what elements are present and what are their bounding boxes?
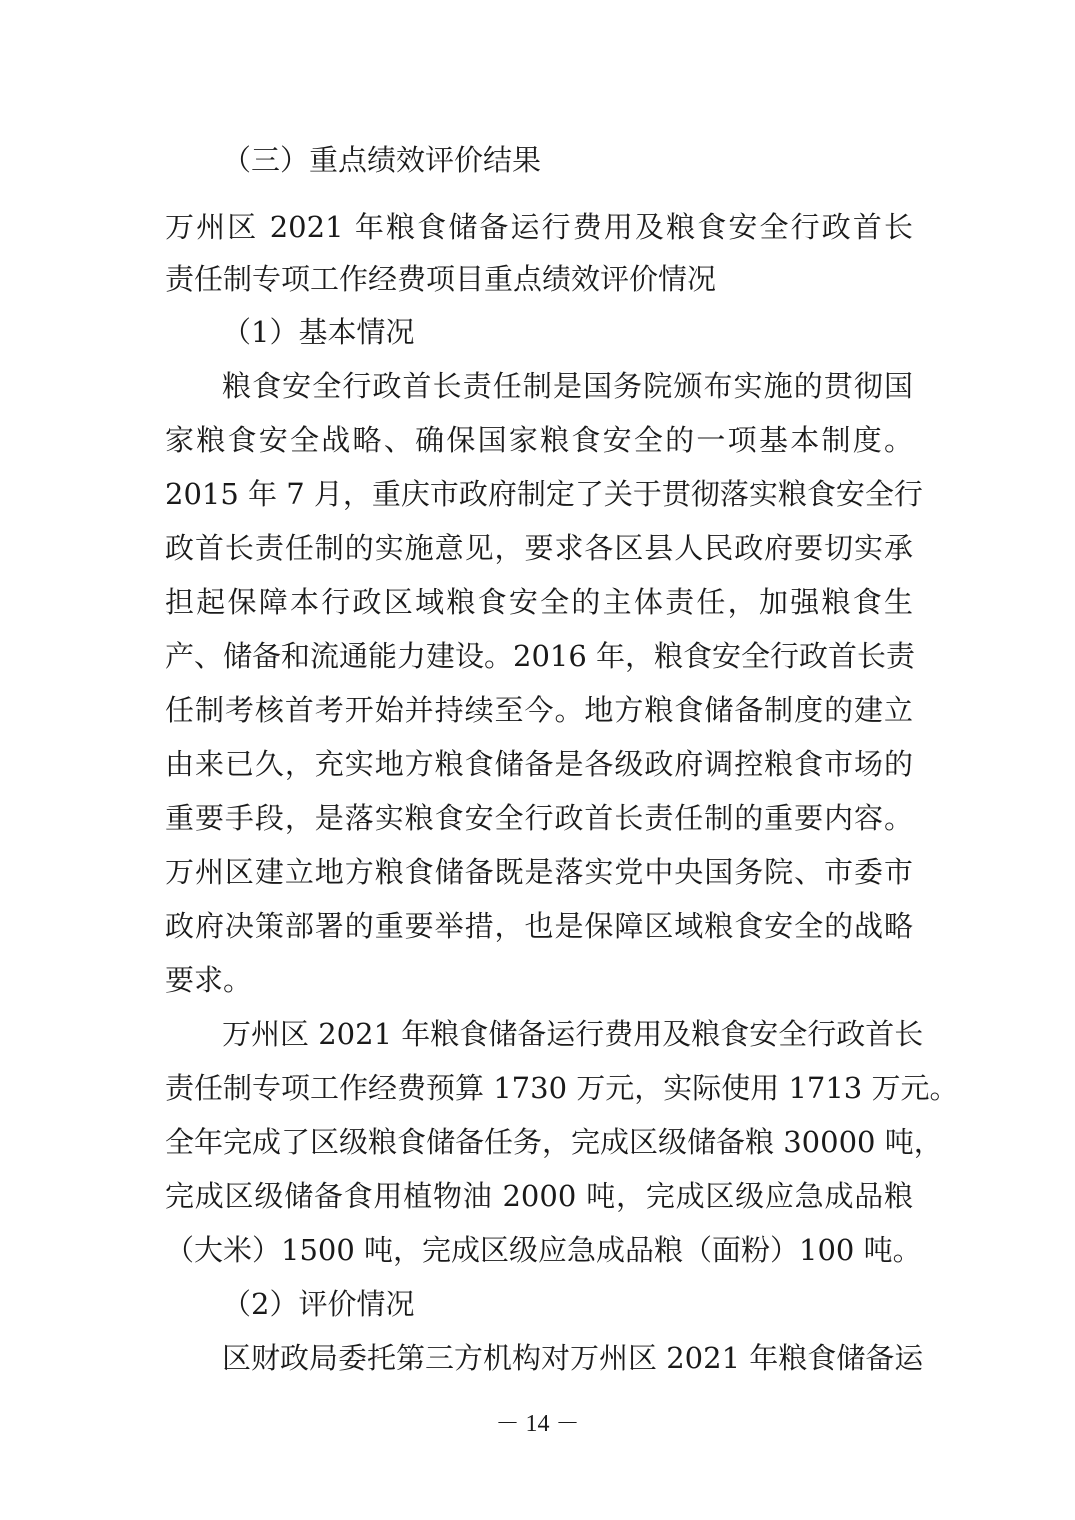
paragraph-2-line-4: 完成区级储备食用植物油 2000 吨，完成区级应急成品粮 (165, 1179, 913, 1213)
section-heading: （三）重点绩效评价结果 (222, 143, 542, 177)
paragraph-1-line-8: 由来已久，充实地方粮食储备是各级政府调控粮食市场的 (165, 747, 913, 781)
paragraph-1-line-6: 产、储备和流通能力建设。2016 年，粮食安全行政首长责 (165, 639, 916, 673)
paragraph-2-line-1: 万州区 2021 年粮食储备运行费用及粮食安全行政首长 (222, 1017, 924, 1051)
paragraph-1-line-11: 政府决策部署的重要举措，也是保障区域粮食安全的战略 (165, 909, 913, 943)
paragraph-2-line-5: （大米）1500 吨，完成区级应急成品粮（面粉）100 吨。 (165, 1233, 922, 1267)
paragraph-1-line-10: 万州区建立地方粮食储备既是落实党中央国务院、市委市 (165, 855, 913, 889)
paragraph-1-line-12: 要求。 (165, 963, 253, 997)
paragraph-1-line-3: 2015 年 7 月，重庆市政府制定了关于贯彻落实粮食安全行 (165, 477, 923, 511)
paragraph-1-line-9: 重要手段，是落实粮食安全行政首长责任制的重要内容。 (165, 801, 913, 835)
paragraph-1-line-4: 政首长责任制的实施意见，要求各区县人民政府要切实承 (165, 531, 913, 565)
paragraph-1-line-1: 粮食安全行政首长责任制是国务院颁布实施的贯彻国 (222, 369, 913, 403)
project-title-line-1: 万州区 2021 年粮食储备运行费用及粮食安全行政首长 (165, 210, 913, 244)
paragraph-2-line-3: 全年完成了区级粮食储备任务，完成区级储备粮 30000 吨， (165, 1125, 943, 1159)
project-title-line-2: 责任制专项工作经费项目重点绩效评价情况 (165, 262, 717, 296)
paragraph-1-line-5: 担起保障本行政区域粮食安全的主体责任，加强粮食生 (165, 585, 913, 619)
paragraph-3-line-1: 区财政局委托第三方机构对万州区 2021 年粮食储备运 (222, 1341, 924, 1375)
paragraph-2-line-2: 责任制专项工作经费预算 1730 万元，实际使用 1713 万元。 (165, 1071, 959, 1105)
paragraph-1-line-2: 家粮食安全战略、确保国家粮食安全的一项基本制度。 (165, 423, 913, 457)
subsection-1-heading: （1）基本情况 (222, 315, 415, 349)
page-number: － 14 － (495, 1411, 580, 1437)
paragraph-1-line-7: 任制考核首考开始并持续至今。地方粮食储备制度的建立 (165, 693, 913, 727)
subsection-2-heading: （2）评价情况 (222, 1287, 415, 1321)
